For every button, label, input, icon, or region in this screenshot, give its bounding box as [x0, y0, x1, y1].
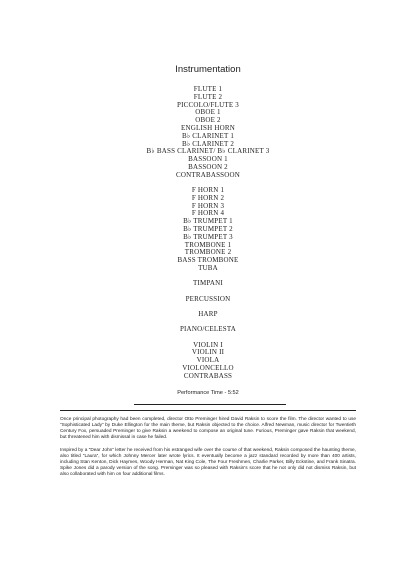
- instrument-list: [0, 86, 416, 381]
- instrument-item: TIMPANI: [193, 279, 223, 288]
- instrument-item: B♭ CLARINET 1: [181, 131, 235, 140]
- instrument-item: B♭ TRUMPET 3: [183, 232, 233, 241]
- divider-short: [134, 404, 286, 405]
- instrument-item: PICCOLO/FLUTE 3: [177, 100, 239, 109]
- brass-group: [0, 187, 416, 273]
- instrument-item: VIOLA: [196, 356, 220, 365]
- harp-group: [0, 311, 416, 319]
- instrument-item: B♭ BASS CLARINET/ B♭ CLARINET 3: [146, 147, 270, 156]
- instrument-item: B♭ TRUMPET 2: [183, 225, 233, 234]
- instrument-item: F HORN 4: [191, 209, 225, 218]
- divider-long: [60, 410, 356, 411]
- instrument-item: BASSOON 2: [188, 162, 228, 171]
- strings-group: [0, 342, 416, 381]
- instrument-item: VIOLIN I: [193, 340, 223, 349]
- instrument-item: ENGLISH HORN: [181, 123, 235, 132]
- percussion-group: [0, 296, 416, 304]
- notes-paragraph: Once principal photography had been completed, director Otto Preminger hired David Raksin to score the film. The director wanted to use “Sophisticated Lady” by Duke Ellington for the main theme, but Raksin objected to the choice. Alfred Newman, music director for Twentieth Century Fox, persuaded Preminger to give Raksin a weekend to compose an original tune. Furious, Preminger gave Raksin that weekend, but threatened him with dismissal in case he failed.: [60, 417, 356, 441]
- woodwinds-group: [0, 86, 416, 180]
- instrument-item: VIOLONCELLO: [182, 363, 234, 372]
- instrument-item: B♭ CLARINET 2: [181, 139, 235, 148]
- instrument-item: B♭ TRUMPET 1: [183, 217, 233, 226]
- instrument-item: PERCUSSION: [185, 294, 231, 303]
- instrument-item: TROMBONE 2: [184, 248, 232, 257]
- instrument-item: PIANO/CELESTA: [179, 325, 237, 334]
- page-title: Instrumentation: [175, 64, 241, 75]
- instrument-item: FLUTE 1: [193, 85, 223, 93]
- instrument-item: CONTRABASSOON: [175, 170, 241, 179]
- instrument-item: F HORN 3: [191, 201, 225, 210]
- notes-paragraph: Inspired by a “Dear John” letter he received from his estranged wife over the course of that weekend, Raksin composed the haunting theme, also titled “Laura”, for which Johnny Mercer later wrote lyrics. It eventually become a jazz standard recorded by more than 400 artists, including Stan Kenton, Dick Haymes, Woody Herman, Nat King Cole, The Four Freshmen, Charlie Parker, Billy Eckstine, and Frank Sinatra. Spike Jones did a parody version of the song. Preminger was so pleased with Raksin’s score that he not only did not dismiss Raksin, but also collaborated with him on four additional films.: [60, 447, 356, 478]
- instrument-item: OBOE 1: [195, 108, 221, 117]
- instrument-item: FLUTE 2: [193, 92, 223, 101]
- instrument-item: BASSOON 1: [188, 155, 228, 164]
- instrument-item: CONTRABASS: [183, 371, 233, 380]
- instrument-item: OBOE 2: [195, 116, 221, 125]
- instrument-item: VIOLIN II: [191, 348, 225, 357]
- program-notes: [60, 417, 356, 485]
- instrument-item: TROMBONE 1: [184, 240, 232, 249]
- keyboard-group: [0, 326, 416, 334]
- instrument-item: HARP: [198, 309, 218, 318]
- instrument-item: BASS TROMBONE: [177, 256, 239, 265]
- instrument-item: F HORN 1: [191, 186, 225, 195]
- performance-time: Performance Time - 5:52: [177, 390, 239, 396]
- timpani-group: [0, 280, 416, 288]
- instrument-item: F HORN 2: [191, 193, 225, 202]
- instrument-item: TUBA: [198, 264, 218, 273]
